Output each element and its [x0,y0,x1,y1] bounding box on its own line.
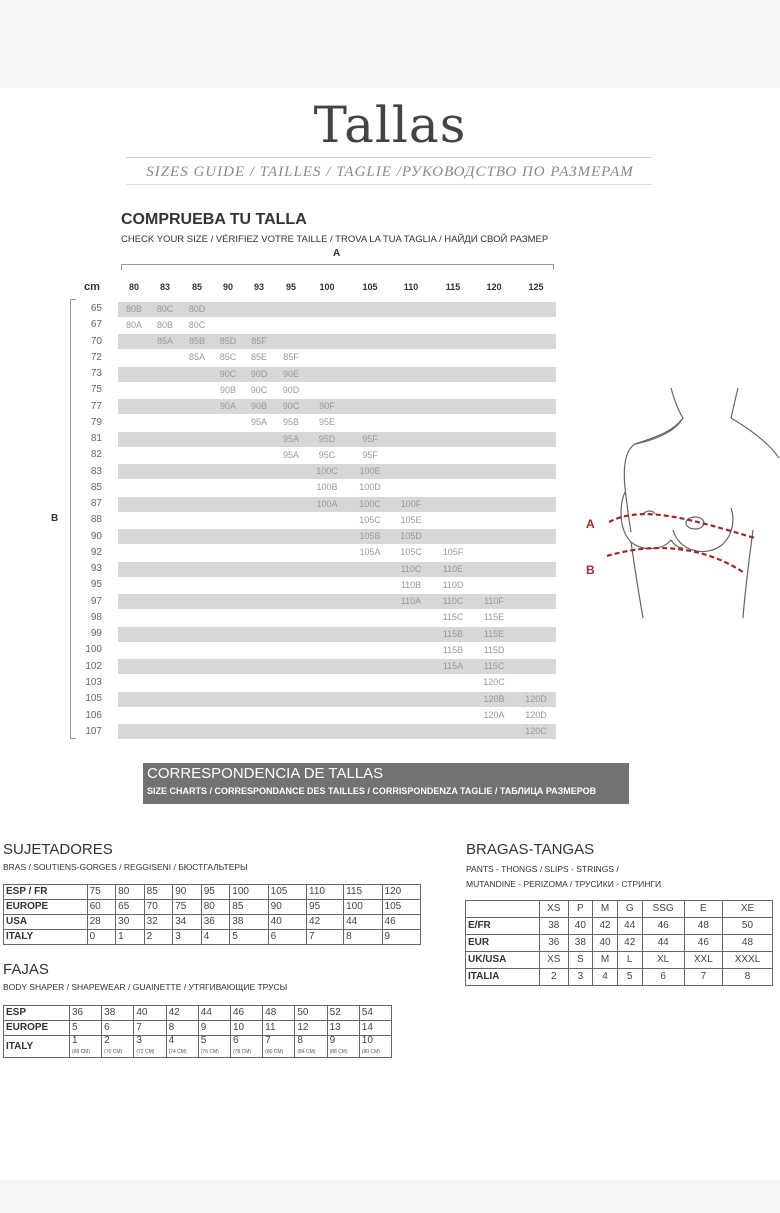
column-header: 90 [222,282,233,292]
size-cell: 90F [319,401,335,412]
row-stripe [118,367,556,382]
italy-size: 5 [200,1035,207,1046]
table-cell: 100 [230,885,268,900]
italy-size-note: (84 CM) [297,1049,316,1055]
table-cell: 70 [144,900,173,915]
row-label: 106 [85,709,102,721]
table-cell: XXXL [722,952,772,969]
table-cell: 8 [722,969,772,986]
divider [126,184,652,185]
row-label: 83 [90,465,102,477]
size-cell: 85D [219,336,237,347]
axis-a-label: A [333,248,341,259]
table-cell: 40 [134,1006,166,1021]
table-cell: 4 [593,969,618,986]
table-cell: 48 [684,918,722,935]
table-cell: M [593,952,618,969]
table-cell: 50 [722,918,772,935]
table-cell: 6 [102,1021,134,1036]
size-cell: 85C [219,352,237,363]
size-cell: 90A [219,401,236,412]
italy-size-note: (68 CM) [71,1049,91,1055]
table-cell: 0 [87,930,116,945]
table-cell: 105 [268,885,306,900]
table-row [4,900,421,915]
table-cell: 28 [87,915,116,930]
italy-size: 10 [361,1035,373,1046]
row-label: 99 [90,628,102,640]
row-label: 75 [90,384,102,396]
column-header: 110 [403,282,419,292]
figure-label-b: B [586,563,595,577]
table-cell: 9 [198,1021,230,1036]
bras-table [3,884,421,945]
row-label: 95 [90,579,102,591]
row-label: 88 [90,514,102,526]
correspondence-banner [143,763,629,804]
table-cell: 44 [642,935,684,952]
table-cell: 80 [201,900,230,915]
row-label: 107 [85,725,102,737]
size-cell: 80B [156,319,173,330]
table-cell: 36 [201,915,230,930]
size-cell: 100C [359,498,381,509]
italy-size-note: (88 CM) [329,1049,348,1055]
row-label: EUR [466,935,540,952]
table-cell: 1 [116,930,145,945]
table-cell: 75 [173,900,202,915]
table-cell: 75 [87,885,116,900]
row-label: 97 [90,595,102,607]
italy-size-note: (90 CM) [361,1049,380,1055]
column-header: G [617,901,642,918]
table-row [466,918,773,935]
row-label: 87 [90,498,102,510]
unit-label: cm [84,281,100,293]
table-cell: 110 [307,885,344,900]
table-cell: 3 [568,969,593,986]
size-cell: 105A [359,547,381,558]
italy-size: 4 [168,1035,175,1046]
table-cell: 115 [344,885,382,900]
table-cell: 44 [617,918,642,935]
table-cell: 38 [568,935,593,952]
table-cell: 12 [295,1021,327,1036]
italy-size: 7 [265,1035,271,1046]
table-cell: 32 [144,915,173,930]
corner-cell [466,901,540,918]
table-cell: 5 [617,969,642,986]
table-row [466,952,773,969]
table-cell: 65 [116,900,145,915]
italy-size: 3 [136,1035,142,1046]
size-cell: 105C [359,514,381,525]
size-cell: 120D [525,710,547,720]
shapewear-table [3,1005,392,1058]
table-cell [198,1036,230,1058]
table-cell: 120 [382,885,420,900]
column-header: 80 [128,282,139,292]
table-cell: 90 [268,900,306,915]
row-label: 73 [90,368,102,380]
column-header: 83 [159,282,170,292]
italy-size: 2 [104,1035,110,1046]
table-cell: S [568,952,593,969]
size-cell: 80D [188,303,206,314]
row-label: 92 [90,546,102,558]
row-label: ITALIA [466,969,540,986]
table-cell [69,1036,101,1058]
table-cell: 80 [116,885,145,900]
table-cell: 7 [684,969,722,986]
italy-size-note: (70 CM) [104,1049,123,1055]
table-cell: 46 [230,1006,262,1021]
pants-subtitle-2: MUTANDINE - PERIZOMA / ТРУСИКИ - СТРИНГИ [466,879,662,889]
size-cell: 80B [125,303,142,314]
table-cell: 42 [617,935,642,952]
size-cell: 110B [400,579,422,590]
size-cell: 115E [483,612,505,623]
size-cell: 110C [400,563,422,574]
row-label: 102 [85,660,102,672]
table-cell: 4 [201,930,230,945]
column-header: SSG [642,901,684,918]
page-title: Tallas [313,96,467,154]
shapewear-title: FAJAS [3,961,49,978]
row-label: 105 [85,693,102,705]
table-cell: 2 [539,969,568,986]
table-cell: 3 [173,930,202,945]
size-cell: 85A [156,336,173,347]
column-header: XE [722,901,772,918]
row-label: 65 [90,303,102,314]
row-stripe [118,724,556,739]
size-cell: 85F [251,336,267,347]
table-cell: 10 [230,1021,262,1036]
table-cell [102,1036,134,1058]
check-size-subtitle: CHECK YOUR SIZE / VÉRIFIEZ VOTRE TAILLE / TROVA LA TUA TAGLIA / НАЙДИ СВОЙ РАЗМЕР [121,234,549,245]
size-cell: 120D [525,693,547,704]
table-cell: 5 [230,930,268,945]
column-header: 100 [319,282,335,292]
table-cell: 7 [307,930,344,945]
table-cell: 46 [684,935,722,952]
size-cell: 100D [359,482,381,493]
column-header: 115 [445,282,461,292]
row-label: UK/USA [466,952,540,969]
bras-title: SUJETADORES [3,841,113,858]
size-cell: 110A [400,596,422,607]
row-label: 77 [90,400,102,412]
axis-b-label: B [51,513,59,524]
table-cell: 11 [263,1021,295,1036]
column-header: P [568,901,593,918]
table-cell: XXL [684,952,722,969]
size-cell: 100E [359,466,381,477]
size-cell: 115D [483,644,505,655]
size-cell: 85E [250,352,267,363]
size-cell: 115C [442,612,464,623]
row-label: 82 [90,449,102,461]
table-cell: 5 [69,1021,101,1036]
size-cell: 95F [362,433,378,444]
size-cell: 120C [483,677,505,688]
table-cell [134,1036,166,1058]
table-cell: 85 [144,885,173,900]
size-cell: 90E [282,368,299,379]
row-label: 98 [90,611,102,623]
table-cell [166,1036,198,1058]
row-label: ESP [4,1006,70,1021]
row-label: EUROPE [4,1021,70,1036]
table-cell: 38 [230,915,268,930]
table-cell: 48 [263,1006,295,1021]
divider [126,157,652,158]
size-cell: 110F [484,596,504,607]
size-cell: 95A [282,449,299,460]
size-cell: 85F [283,352,299,363]
table-cell: 30 [116,915,145,930]
size-cell: 95B [282,417,299,428]
table-cell [359,1036,391,1058]
bras-subtitle: BRAS / SOUTIENS-GORGES / REGGISENI / БЮСТГАЛЬТЕРЫ [3,862,248,872]
row-label: E/FR [466,918,540,935]
italy-size-note: (72 CM) [136,1049,155,1055]
column-header: 85 [191,282,202,292]
column-header: 120 [486,282,502,292]
table-cell: 36 [539,935,568,952]
table-cell: 38 [539,918,568,935]
table-cell: 105 [382,900,420,915]
table-cell: 46 [382,915,420,930]
size-cell: 100C [316,466,338,477]
size-cell: 115A [442,661,464,672]
size-cell: 105E [400,514,422,525]
table-cell [263,1036,295,1058]
size-cell: 105D [400,531,422,542]
axis-a-bracket [121,264,554,270]
size-cell: 105F [442,547,464,558]
italy-size: 8 [297,1035,303,1046]
table-cell: 50 [295,1006,327,1021]
size-cell: 110E [442,563,464,574]
table-cell: XS [539,952,568,969]
figure-label-a: A [586,517,595,531]
pants-title: BRAGAS-TANGAS [466,841,595,858]
size-cell: 100B [316,482,338,493]
table-cell: 9 [382,930,420,945]
row-stripe [118,562,556,577]
size-cell: 90D [250,368,268,379]
column-header: 95 [285,282,296,292]
size-cell: 95F [362,449,378,460]
table-cell [295,1036,327,1058]
table-cell: XL [642,952,684,969]
italy-size-note: (74 CM) [168,1049,187,1055]
row-label: USA [4,915,88,930]
table-row [4,1021,392,1036]
size-cell: 85B [188,336,205,347]
table-cell: 36 [69,1006,101,1021]
size-cell: 100A [316,498,338,509]
table-cell: 42 [307,915,344,930]
italy-size-note: (78 CM) [232,1049,252,1055]
size-cell: 95C [318,449,336,460]
italy-size: 1 [71,1035,78,1046]
column-header: E [684,901,722,918]
size-cell: 90C [250,384,268,395]
table-cell: 46 [642,918,684,935]
size-cell: 120B [483,693,505,704]
size-cell: 90D [282,384,300,395]
table-cell: 14 [359,1021,391,1036]
row-label: ITALY [4,930,88,945]
bust-figure [583,380,780,620]
shapewear-subtitle: BODY SHAPER / SHAPEWEAR / GUAINETTE / УТЯГИВАЮЩИЕ ТРУСЫ [3,982,288,992]
italy-size: 9 [329,1035,336,1046]
size-cell: 110D [442,579,464,590]
table-row [4,930,421,945]
size-cell: 80C [156,303,174,314]
size-cell: 95D [318,433,336,444]
pants-table [465,900,773,986]
row-label: 85 [90,481,102,493]
column-header: M [593,901,618,918]
row-label: 93 [90,563,102,575]
correspondence-subtitle: SIZE CHARTS / CORRESPONDANCE DES TAILLES / CORRISPONDENZA TAGLIE / ТАБЛИЦА РАЗМЕРОВ [147,786,597,796]
pants-subtitle-1: PANTS - THONGS / SLIPS - STRINGS / [466,864,619,874]
size-cell: 115B [442,644,464,655]
size-cell: 120C [525,726,547,737]
table-cell: 54 [359,1006,391,1021]
table-cell: 2 [144,930,173,945]
column-header: XS [539,901,568,918]
row-label: 79 [90,416,102,428]
table-cell [230,1036,262,1058]
size-cell: 115C [483,661,505,672]
size-cell: 95A [282,433,299,444]
table-cell: 8 [344,930,382,945]
size-cell: 80A [125,319,142,330]
table-cell: 95 [201,885,230,900]
column-header: 93 [253,282,264,292]
table-row [4,915,421,930]
table-cell: 42 [593,918,618,935]
size-cell: 90B [250,401,267,412]
row-label: 90 [90,530,102,542]
row-label: ITALY [4,1036,70,1058]
table-cell [327,1036,359,1058]
size-cell: 105B [359,531,381,542]
row-label: 103 [85,676,102,688]
correspondence-title: CORRESPONDENCIA DE TALLAS [147,765,384,782]
table-row [466,935,773,952]
column-header: 125 [528,282,544,292]
table-header-row [466,901,773,918]
table-cell: 8 [166,1021,198,1036]
table-cell: 13 [327,1021,359,1036]
row-label: EUROPE [4,900,88,915]
table-cell: 38 [102,1006,134,1021]
table-cell: 52 [327,1006,359,1021]
row-stripe [118,529,556,544]
table-row [466,969,773,986]
row-label: 81 [90,433,102,445]
table-cell: 34 [173,915,202,930]
table-row [4,885,421,900]
italy-size-note: (76 CM) [200,1049,219,1055]
table-cell: 48 [722,935,772,952]
size-cell: 90C [282,401,300,412]
size-cell: 115E [483,628,505,639]
table-cell: 44 [344,915,382,930]
measure-line-b [607,548,743,572]
size-cell: 95A [250,417,267,428]
table-row [4,1036,392,1058]
table-cell: 44 [198,1006,230,1021]
table-cell: 40 [593,935,618,952]
table-cell: 90 [173,885,202,900]
italy-size: 6 [232,1035,239,1046]
row-label: ESP / FR [4,885,88,900]
row-label: 70 [90,335,102,347]
size-cell: 120A [483,710,505,720]
size-cell: 110C [442,596,464,607]
top-band [0,0,780,88]
table-cell: 85 [230,900,268,915]
table-cell: 6 [268,930,306,945]
table-cell: 42 [166,1006,198,1021]
row-label: 100 [85,644,102,656]
table-cell: 40 [268,915,306,930]
size-cell: 85A [188,352,205,363]
size-cell: 80C [188,319,206,330]
size-cell: 105C [400,547,422,558]
table-cell: 60 [87,900,116,915]
table-cell: 6 [642,969,684,986]
page-subtitle: SIZES GUIDE / TAILLES / TAGLIE /РУКОВОДСТВО ПО РАЗМЕРАМ [146,164,634,180]
table-cell: 40 [568,918,593,935]
row-label: 67 [90,319,102,331]
size-cell: 100F [400,498,422,509]
size-cell: 90C [219,368,237,379]
check-size-title: COMPRUEBA TU TALLA [121,211,307,228]
size-cell: 115B [442,628,464,639]
italy-size-note: (80 CM) [265,1049,284,1055]
table-cell: L [617,952,642,969]
bottom-band [0,1180,780,1213]
table-row [4,1006,392,1021]
table-cell: 95 [307,900,344,915]
size-cell: 90B [219,384,236,395]
column-header: 105 [362,282,378,292]
table-cell: 100 [344,900,382,915]
table-cell: 7 [134,1021,166,1036]
row-label: 72 [90,351,102,363]
size-cell: 95E [318,417,335,428]
